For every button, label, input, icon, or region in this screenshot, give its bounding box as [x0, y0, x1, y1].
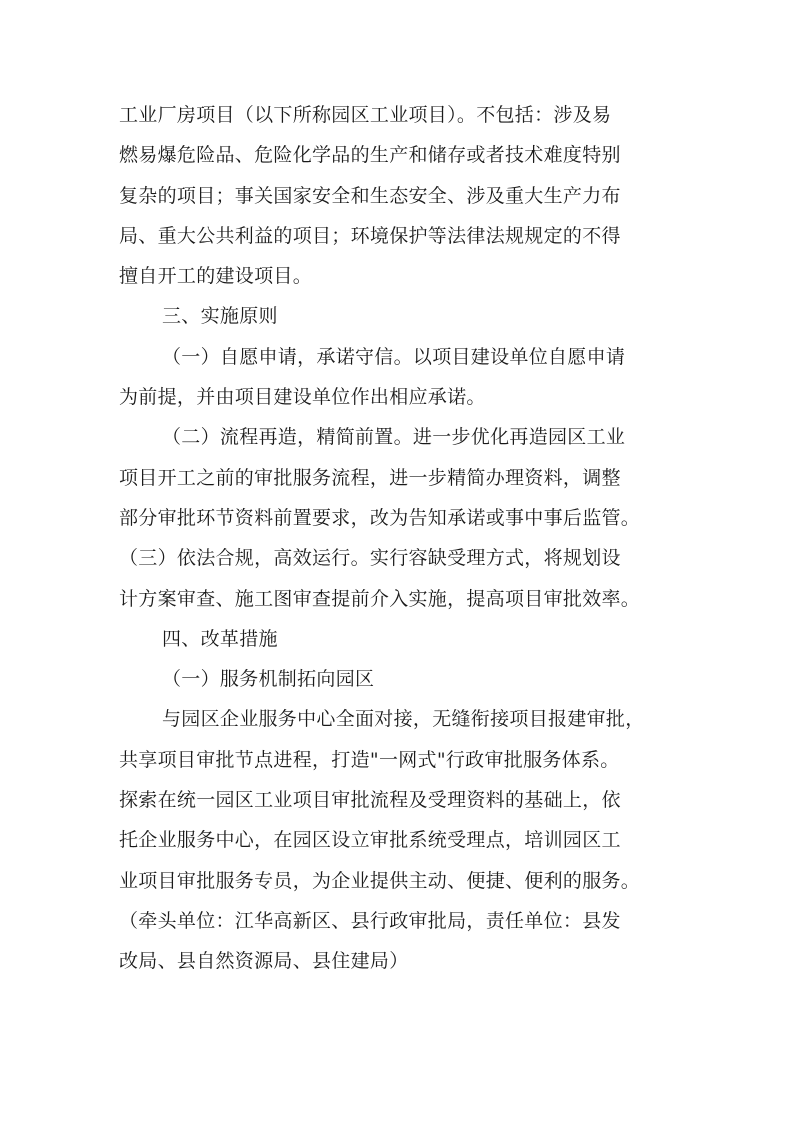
text-line: （二）流程再造，精简前置。进一步优化再造园区工业: [162, 426, 626, 449]
text-line: 计方案审查、施工图审查提前介入实施，提高项目审批效率。: [119, 587, 641, 610]
text-line: 燃易爆危险品、危险化学品的生产和储存或者技术难度特别: [119, 144, 621, 167]
text-line: 项目开工之前的审批服务流程，进一步精简办理资料，调整: [119, 466, 621, 489]
text-line: 探索在统一园区工业项目审批流程及受理资料的基础上，依: [119, 789, 621, 812]
text-line: 局、重大公共利益的项目；环境保护等法律法规规定的不得: [119, 224, 621, 247]
section-heading: 三、实施原则: [162, 305, 278, 328]
text-line: 业项目审批服务专员，为企业提供主动、便捷、便利的服务。: [119, 869, 641, 892]
text-line: 复杂的项目；事关国家安全和生态安全、涉及重大生产力布: [119, 184, 621, 207]
text-line: 工业厂房项目（以下所称园区工业项目）。不包括：涉及易: [119, 104, 612, 126]
body-text: [119, 95, 693, 982]
subsection-heading: （一）服务机制拓向园区: [162, 668, 375, 691]
text-line: 部分审批环节资料前置要求，改为告知承诺或事中事后监管。: [119, 506, 641, 529]
text-line: （一）自愿申请，承诺守信。以项目建设单位自愿申请: [162, 345, 626, 368]
text-line: 托企业服务中心，在园区设立审批系统受理点，培训园区工: [119, 829, 621, 852]
text-line: 共享项目审批节点进程，打造"一网式"行政审批服务体系。: [119, 748, 620, 771]
section-heading: 四、改革措施: [162, 627, 278, 650]
text-line: （三）依法合规，高效运行。实行容缺受理方式，将规划设: [119, 547, 621, 570]
text-line: （牵头单位：江华高新区、县行政审批局，责任单位：县发: [119, 909, 621, 932]
text-line: 与园区企业服务中心全面对接，无缝衔接项目报建审批，: [162, 708, 645, 731]
text-line: 改局、县自然资源局、县住建局）: [119, 950, 409, 973]
text-line: 为前提，并由项目建设单位作出相应承诺。: [119, 386, 486, 409]
text-line: 擅自开工的建设项目。: [119, 265, 313, 288]
